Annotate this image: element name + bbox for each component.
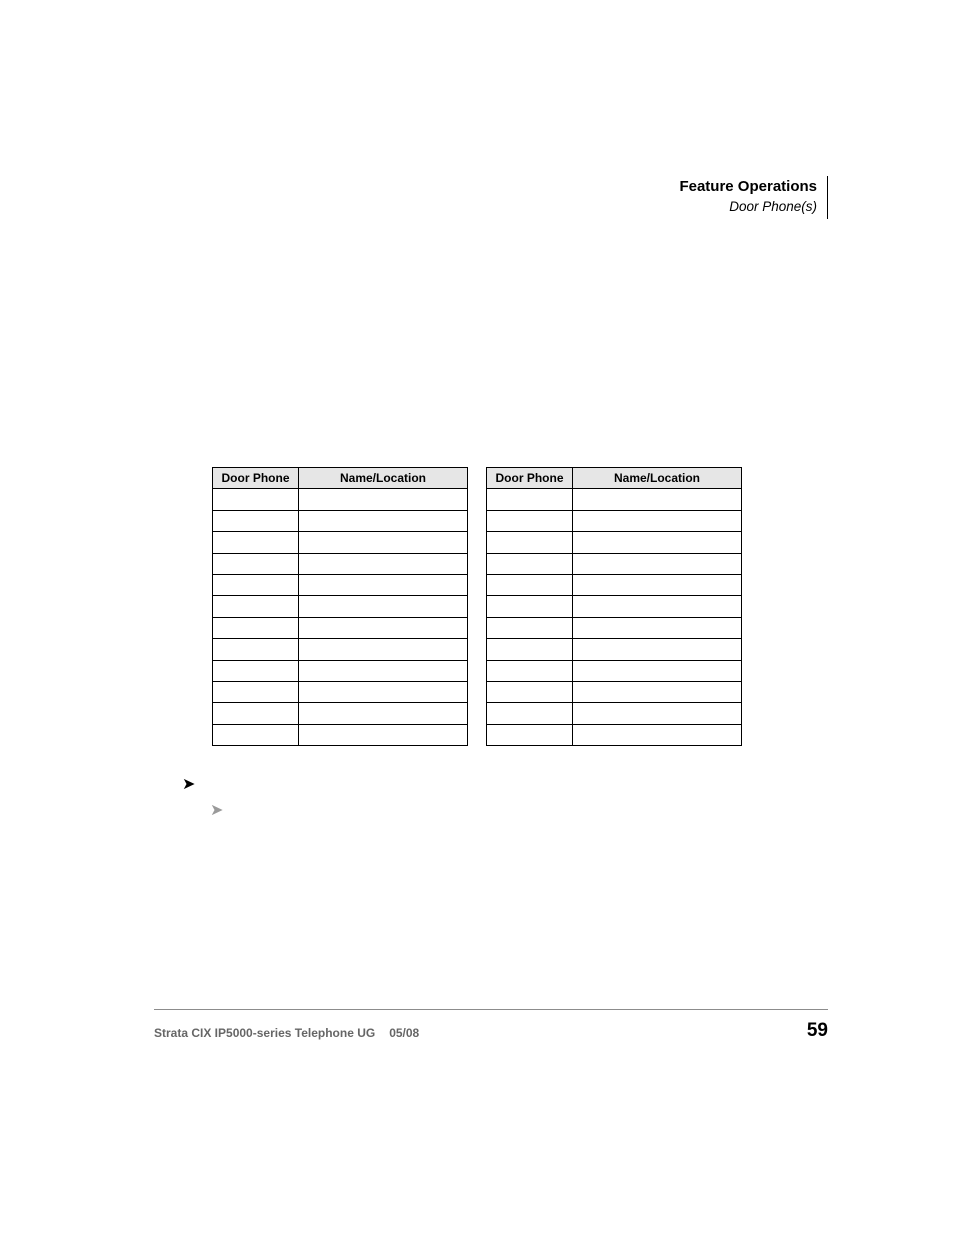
column-header-door-phone: Door Phone xyxy=(213,468,299,489)
table-row xyxy=(213,489,468,510)
page-number: 59 xyxy=(806,1020,828,1041)
name-location-cell xyxy=(299,681,468,702)
door-phone-cell xyxy=(487,724,573,745)
door-phone-cell xyxy=(213,660,299,681)
table-header-row xyxy=(213,468,468,489)
table-body xyxy=(213,489,468,746)
subsection-title: Door Phone(s) xyxy=(729,199,817,214)
arrow-right-icon: ➤ xyxy=(210,802,224,819)
door-phone-cell xyxy=(487,681,573,702)
name-location-cell xyxy=(573,532,742,553)
table-row xyxy=(213,703,468,724)
door-phone-table-left xyxy=(212,467,468,746)
name-location-cell xyxy=(299,574,468,595)
door-phone-cell xyxy=(213,681,299,702)
door-phone-cell xyxy=(487,532,573,553)
table-row xyxy=(487,489,742,510)
name-location-cell xyxy=(299,596,468,617)
table-body xyxy=(487,489,742,746)
table-row xyxy=(487,510,742,531)
table-row xyxy=(213,639,468,660)
footer-date: 05/08 xyxy=(389,1026,420,1040)
table-row xyxy=(487,553,742,574)
table-row xyxy=(487,574,742,595)
footer-divider xyxy=(154,1009,828,1010)
door-phone-cell xyxy=(487,703,573,724)
door-phone-cell xyxy=(487,489,573,510)
running-header xyxy=(679,176,828,219)
table-row xyxy=(487,596,742,617)
table-row xyxy=(487,681,742,702)
name-location-cell xyxy=(299,489,468,510)
name-location-cell xyxy=(299,724,468,745)
table-row xyxy=(213,724,468,745)
door-phone-cell xyxy=(487,639,573,660)
door-phone-cell xyxy=(487,510,573,531)
table-row xyxy=(213,660,468,681)
table-row xyxy=(487,617,742,638)
table-row xyxy=(213,596,468,617)
table-row xyxy=(487,532,742,553)
door-phone-cell xyxy=(213,510,299,531)
door-phone-cell xyxy=(213,532,299,553)
name-location-cell xyxy=(299,553,468,574)
name-location-cell xyxy=(573,553,742,574)
door-phone-cell xyxy=(213,617,299,638)
door-phone-cell xyxy=(213,703,299,724)
door-phone-cell xyxy=(213,553,299,574)
table-row xyxy=(487,639,742,660)
name-location-cell xyxy=(299,639,468,660)
table-row xyxy=(213,574,468,595)
table-row xyxy=(213,532,468,553)
name-location-cell xyxy=(299,660,468,681)
door-phone-cell xyxy=(213,489,299,510)
door-phone-cell xyxy=(487,553,573,574)
table-header-row xyxy=(487,468,742,489)
name-location-cell xyxy=(573,574,742,595)
door-phone-cell xyxy=(213,639,299,660)
name-location-cell xyxy=(573,703,742,724)
door-phone-cell xyxy=(487,596,573,617)
name-location-cell xyxy=(573,510,742,531)
column-header-name-location: Name/Location xyxy=(299,468,468,489)
arrow-right-icon: ➤ xyxy=(182,776,196,793)
door-phone-table-right xyxy=(486,467,742,746)
section-title: Feature Operations xyxy=(679,178,817,195)
column-header-door-phone: Door Phone xyxy=(487,468,573,489)
column-header-name-location: Name/Location xyxy=(573,468,742,489)
name-location-cell xyxy=(299,532,468,553)
table-row xyxy=(213,553,468,574)
footer-document-info xyxy=(154,1026,419,1040)
table-row xyxy=(213,617,468,638)
table-row xyxy=(487,703,742,724)
footer-document-title: Strata CIX IP5000-series Telephone UG xyxy=(154,1026,376,1040)
door-phone-cell xyxy=(213,724,299,745)
name-location-cell xyxy=(573,617,742,638)
name-location-cell xyxy=(573,639,742,660)
name-location-cell xyxy=(299,510,468,531)
name-location-cell xyxy=(573,724,742,745)
table-row xyxy=(213,510,468,531)
name-location-cell xyxy=(573,596,742,617)
door-phone-cell xyxy=(213,596,299,617)
door-phone-cell xyxy=(487,660,573,681)
door-phone-cell xyxy=(213,574,299,595)
name-location-cell xyxy=(573,660,742,681)
table-row xyxy=(213,681,468,702)
name-location-cell xyxy=(299,703,468,724)
door-phone-cell xyxy=(487,574,573,595)
name-location-cell xyxy=(299,617,468,638)
table-row xyxy=(487,660,742,681)
name-location-cell xyxy=(573,489,742,510)
table-row xyxy=(487,724,742,745)
name-location-cell xyxy=(573,681,742,702)
door-phone-cell xyxy=(487,617,573,638)
